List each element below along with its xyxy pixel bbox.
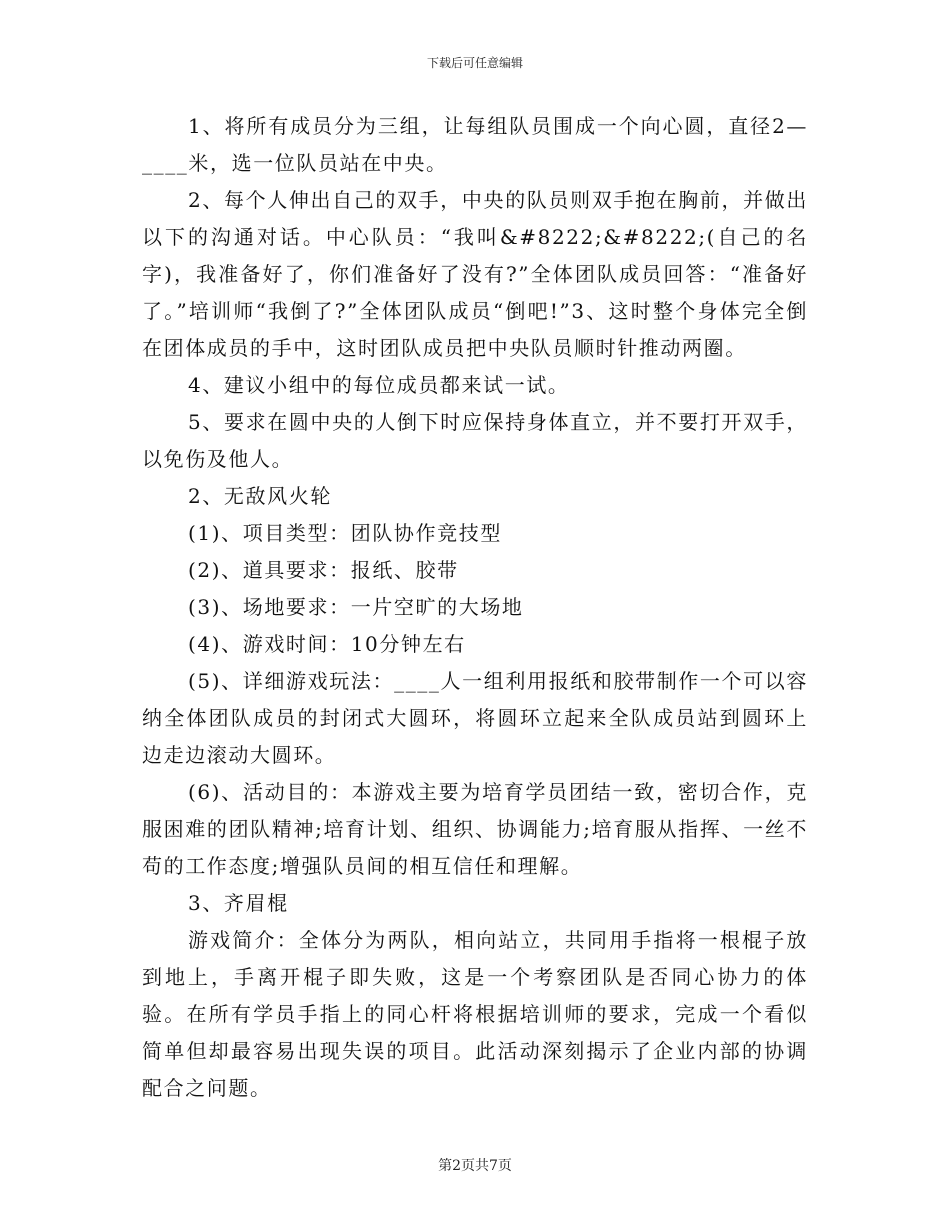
- page-header: 下载后可任意编辑: [426, 56, 523, 70]
- item-duration: (4)、游戏时间：10分钟左右: [188, 632, 466, 656]
- section-heading-3: 3、齐眉棍: [188, 891, 289, 915]
- item-purpose: (6)、活动目的：本游戏主要为培育学员团结一致，密切合作，克服困难的团队精神;培育计划、组织、协调能力;培育服从指挥、一丝不苟的工作态度;增强队员间的相互信任和理解。: [142, 780, 808, 878]
- paragraph-step-4: 4、建议小组中的每位成员都来试一试。: [188, 373, 570, 397]
- paragraph-step-2: 2、每个人伸出自己的双手，中央的队员则双手抱在胸前，并做出以下的沟通对话。中心队员：“我叫&#8222;&#8222;(自己的名字)，我准备好了，你们准备好了没有?”全体团队成员回答：“准备好了。”培训师“我倒了?”全体团队成员“倒吧!”3、这时整个身体完全倒在团体成员的手中，这时团队成员把中央队员顺时针推动两圈。: [142, 188, 808, 360]
- item-gameplay: (5)、详细游戏玩法：____人一组利用报纸和胶带制作一个可以容纳全体团队成员的封闭式大圆环，将圆环立起来全队成员站到圆环上边走边滚动大圆环。: [142, 669, 808, 767]
- page-footer: 第2页共7页: [438, 1158, 512, 1174]
- paragraph-step-5: 5、要求在圆中央的人倒下时应保持身体直立，并不要打开双手，以免伤及他人。: [142, 410, 808, 471]
- paragraph-game-intro: 游戏简介：全体分为两队，相向站立，共同用手指将一根棍子放到地上，手离开棍子即失败，这是一个考察团队是否同心协力的体验。在所有学员手指上的同心杆将根据培训师的要求，完成一个看似简单但却最容易出现失误的项目。此活动深刻揭示了企业内部的协调配合之问题。: [142, 928, 808, 1100]
- section-heading-2: 2、无敌风火轮: [188, 484, 332, 508]
- item-project-type: (1)、项目类型：团队协作竞技型: [188, 521, 502, 545]
- item-props: (2)、道具要求：报纸、胶带: [188, 558, 459, 582]
- item-venue: (3)、场地要求：一片空旷的大场地: [188, 595, 524, 619]
- paragraph-step-1: 1、将所有成员分为三组，让每组队员围成一个向心圆，直径2—____米，选一位队员站在中央。: [142, 114, 808, 175]
- document-body: [142, 108, 808, 1107]
